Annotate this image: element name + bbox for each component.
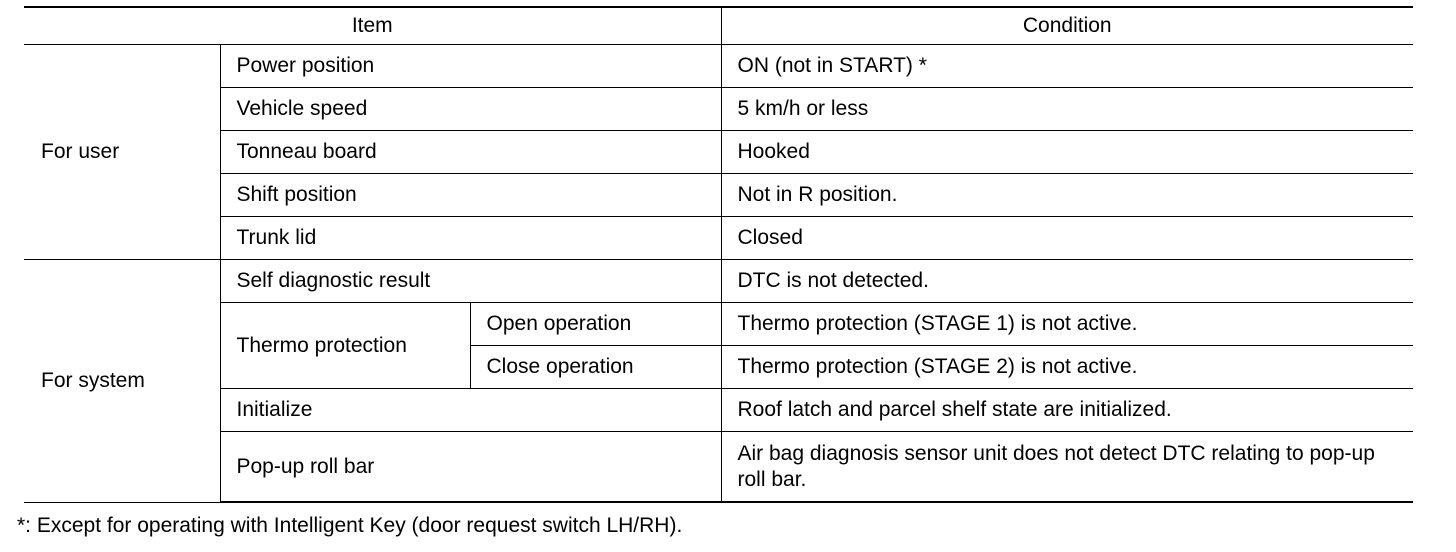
- item-cell-thermo-protection: Thermo protection: [220, 303, 470, 389]
- table-header-row: [24, 7, 1413, 45]
- condition-cell: Roof latch and parcel shelf state are initialized.: [721, 389, 1413, 432]
- item-cell: Self diagnostic result: [220, 260, 721, 303]
- condition-cell: DTC is not detected.: [721, 260, 1413, 303]
- item-cell: Tonneau board: [220, 131, 721, 174]
- condition-cell: Not in R position.: [721, 174, 1413, 217]
- condition-cell: Thermo protection (STAGE 2) is not active.: [721, 346, 1413, 389]
- condition-cell: Air bag diagnosis sensor unit does not detect DTC relating to pop-up roll bar.: [721, 432, 1413, 503]
- sub-item-cell: Close operation: [470, 346, 721, 389]
- table-row: [24, 303, 1413, 346]
- table-row: [24, 174, 1413, 217]
- table-row: [24, 45, 1413, 88]
- item-cell: Initialize: [220, 389, 721, 432]
- item-cell: Shift position: [220, 174, 721, 217]
- condition-cell: Hooked: [721, 131, 1413, 174]
- header-condition: Condition: [721, 7, 1413, 45]
- table-row: [24, 260, 1413, 303]
- condition-table: [24, 6, 1413, 503]
- table-row: [24, 131, 1413, 174]
- footnote: *: Except for operating with Intelligent Key (door request switch LH/RH).: [17, 514, 683, 537]
- group-label-for-user: For user: [24, 45, 220, 260]
- item-cell: Vehicle speed: [220, 88, 721, 131]
- header-item: Item: [24, 7, 721, 45]
- item-cell: Power position: [220, 45, 721, 88]
- table-row: [24, 217, 1413, 260]
- table-row: [24, 88, 1413, 131]
- condition-cell: 5 km/h or less: [721, 88, 1413, 131]
- condition-cell: Thermo protection (STAGE 1) is not active.: [721, 303, 1413, 346]
- sub-item-cell: Open operation: [470, 303, 721, 346]
- condition-cell: Closed: [721, 217, 1413, 260]
- group-label-for-system: For system: [24, 260, 220, 503]
- table-row: [24, 389, 1413, 432]
- item-cell: Trunk lid: [220, 217, 721, 260]
- condition-cell: ON (not in START) *: [721, 45, 1413, 88]
- item-cell: Pop-up roll bar: [220, 432, 721, 503]
- table-row: [24, 432, 1413, 503]
